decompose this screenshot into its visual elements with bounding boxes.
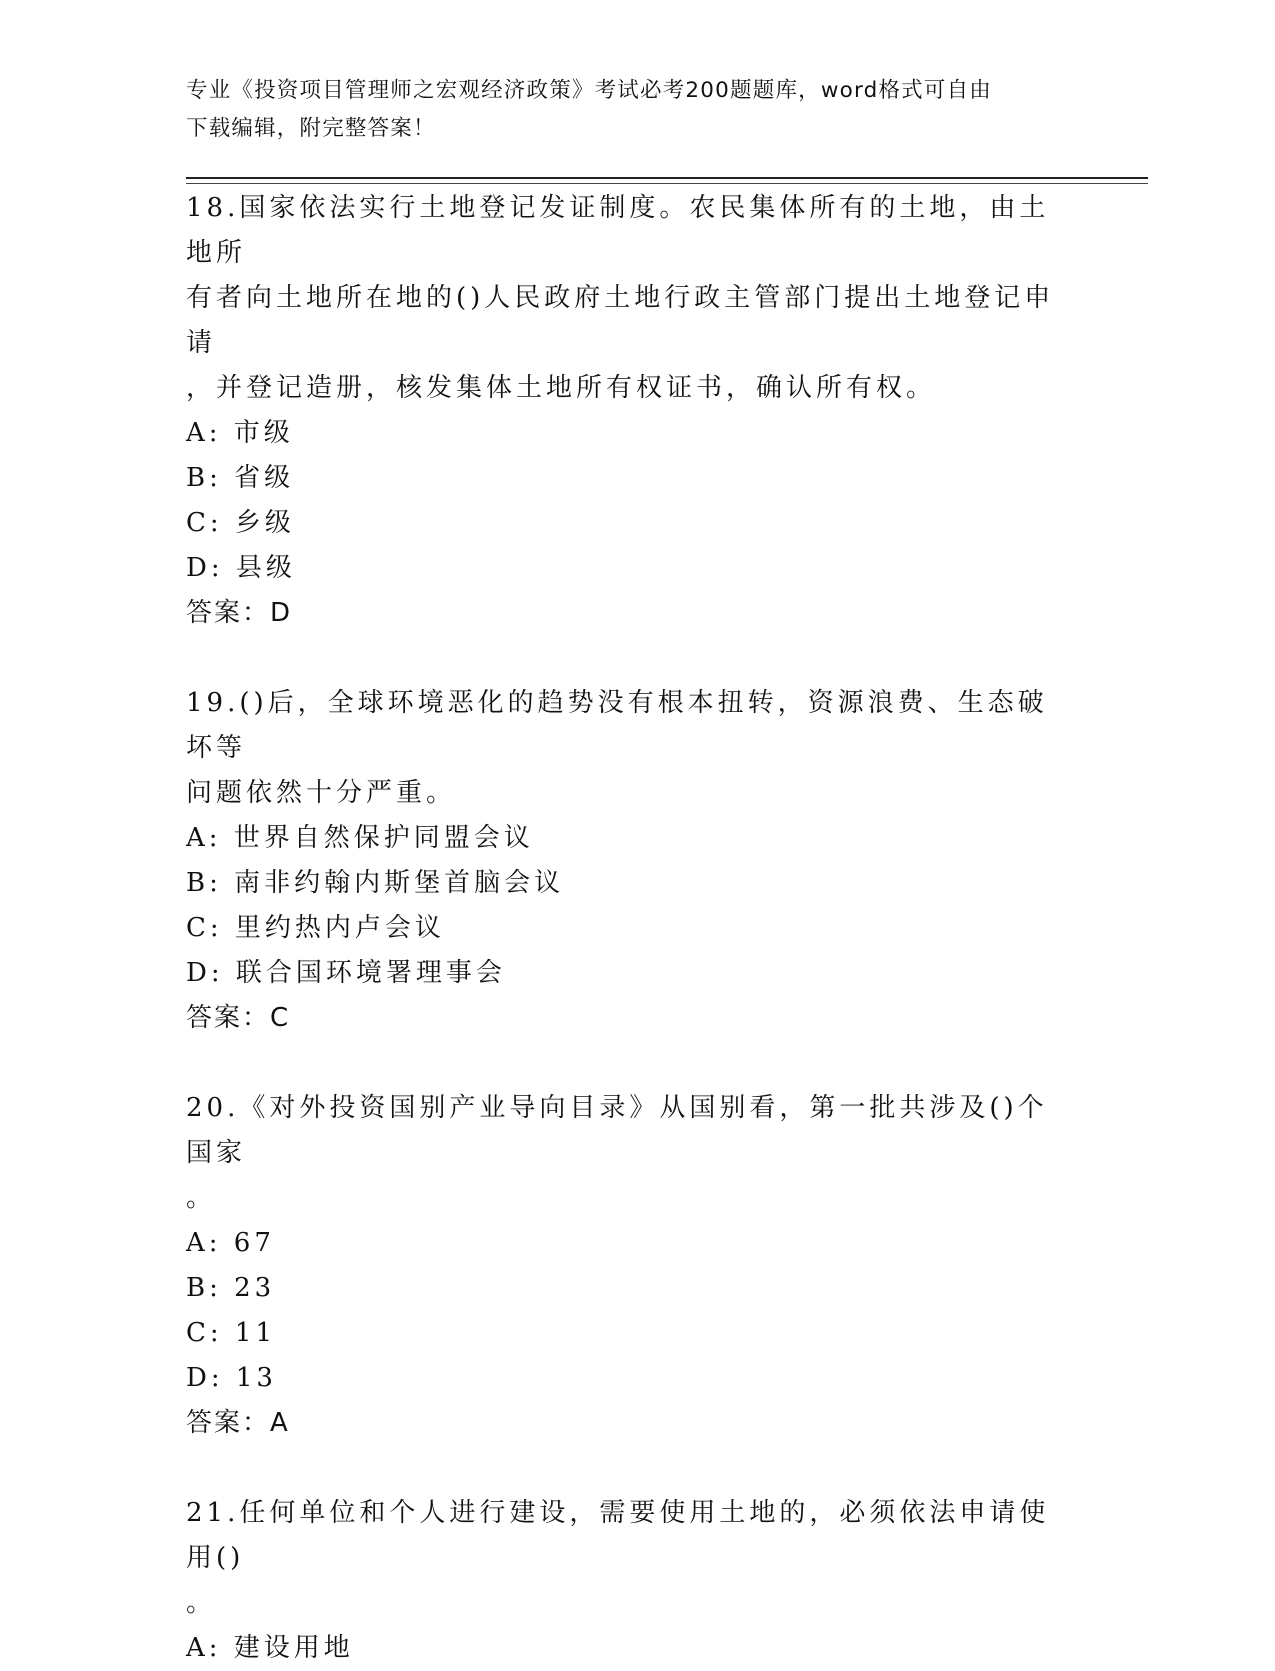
header-rule-thin — [186, 183, 1148, 184]
question-list — [186, 186, 1086, 1671]
question-text-line: 问题依然十分严重。 — [186, 778, 457, 808]
answer-line: 答案：C — [186, 1003, 291, 1033]
question-text-line: 19.()后，全球环境恶化的趋势没有根本扭转，资源浪费、生态破坏等 — [186, 688, 1048, 763]
option-a: A: 67 — [186, 1228, 275, 1258]
question-21 — [186, 1491, 1086, 1671]
answer-line: 答案：D — [186, 598, 293, 628]
option-b: B: 23 — [186, 1273, 276, 1303]
question-19 — [186, 681, 1086, 1041]
question-text-line: 有者向土地所在地的()人民政府土地行政主管部门提出土地登记申请 — [186, 283, 1055, 358]
question-20 — [186, 1086, 1086, 1446]
option-a: A: 市级 — [186, 418, 294, 448]
question-18 — [186, 186, 1086, 636]
header-rule-thick — [186, 177, 1148, 179]
option-d: D: 联合国环境署理事会 — [186, 958, 506, 988]
question-text-line: 20.《对外投资国别产业导向目录》从国别看，第一批共涉及()个国家 — [186, 1093, 1048, 1168]
option-d: D: 13 — [186, 1363, 277, 1393]
option-d: D: 县级 — [186, 553, 296, 583]
option-a: A: 世界自然保护同盟会议 — [186, 823, 534, 853]
question-text-line: 18.国家依法实行土地登记发证制度。农民集体所有的土地，由土地所 — [186, 193, 1050, 268]
answer-line: 答案：A — [186, 1408, 290, 1438]
header-line-1: 专业《投资项目管理师之宏观经济政策》考试必考200题题库，word格式可自由 — [186, 78, 992, 103]
document-header — [186, 72, 1066, 148]
question-text-line: 。 — [186, 1588, 217, 1618]
question-text-line: 。 — [186, 1183, 217, 1213]
question-text-line: ，并登记造册，核发集体土地所有权证书，确认所有权。 — [186, 373, 937, 403]
option-c: C: 11 — [186, 1318, 277, 1348]
option-a: A: 建设用地 — [186, 1633, 354, 1663]
header-line-2: 下载编辑，附完整答案！ — [186, 116, 436, 141]
option-c: C: 里约热内卢会议 — [186, 913, 445, 943]
option-c: C: 乡级 — [186, 508, 295, 538]
question-text-line: 21.任何单位和个人进行建设，需要使用土地的，必须依法申请使用() — [186, 1498, 1050, 1573]
option-b: B: 省级 — [186, 463, 295, 493]
option-b: B: 南非约翰内斯堡首脑会议 — [186, 868, 565, 898]
